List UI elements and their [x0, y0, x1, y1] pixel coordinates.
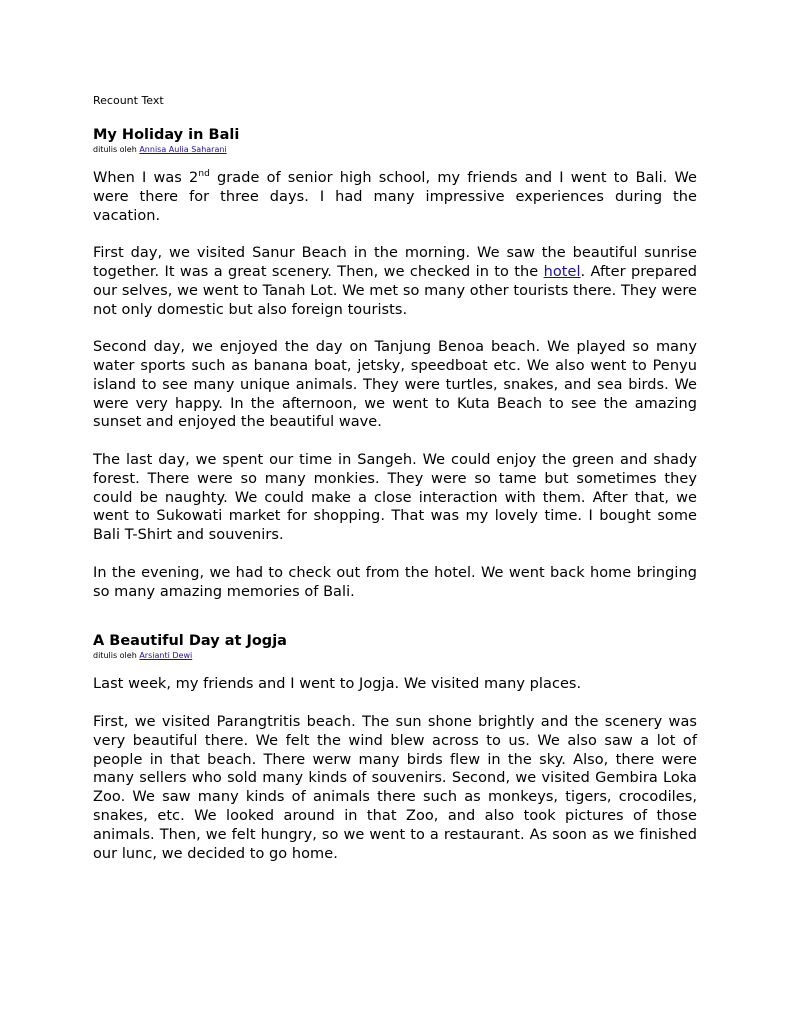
paragraph: Last week, my friends and I went to Jogja. We visited many places.	[93, 676, 582, 693]
byline-prefix: ditulis oleh	[93, 145, 137, 154]
byline-prefix: ditulis oleh	[93, 651, 137, 661]
author-link[interactable]: Annisa Aulia Saharani	[139, 145, 227, 154]
paragraph	[93, 169, 697, 225]
article-title: A Beautiful Day at Jogja	[93, 633, 287, 650]
document-label: Recount Text	[93, 94, 164, 107]
paragraph-text: First day, we visited Sanur Beach in the morning. We saw the beautiful sunrise together. It was a great scenery. Then, we checked in to the	[93, 245, 697, 280]
author-link[interactable]: Arsianti Dewi	[139, 651, 193, 661]
document-page	[93, 92, 697, 882]
paragraph: In the evening, we had to check out from the hotel. We went back home bringing so many amazing memories of Bali.	[93, 564, 697, 600]
paragraph: The last day, we spent our time in Sangeh. We could enjoy the green and shady forest. There were so many monkies. They were so tame but sometimes they could be naughty. We could make a close interaction with them. After that, we went to Sukowati market for shopping. That was my lovely time. I bought some Bali T-Shirt and souvenirs.	[93, 451, 697, 544]
paragraph: Second day, we enjoyed the day on Tanjung Benoa beach. We played so many water sports such as banana boat, jetsky, speedboat etc. We also went to Penyu island to see many unique animals. They were turtles, snakes, and sea birds. We were very happy. In the afternoon, we went to Kuta Beach to see the amazing sunset and enjoyed the beautiful wave.	[93, 339, 697, 431]
paragraph: First, we visited Parangtritis beach. The sun shone brightly and the scenery was very beautiful there. We felt the wind blew across to us. We also saw a lot of people in that beach. There werw many birds flew in the sky. Also, there were many sellers who sold many kinds of souvenirs. Second, we visited Gembira Loka Zoo. We saw many kinds of animals there such as monkeys, tigers, crocodiles, snakes, etc. We looked around in that Zoo, and also took pictures of those animals. Then, we felt hungry, so we went to a restaurant. As soon as we finished our lunc, we decided to go home.	[93, 713, 697, 862]
paragraph-text: . After prepared our selves, we went to Tanah Lot. We met so many other tourists there. They were not only domestic but also foreign tourists.	[93, 263, 697, 318]
hotel-link[interactable]: hotel	[543, 263, 581, 280]
article-title: My Holiday in Bali	[93, 127, 240, 143]
byline	[93, 650, 697, 661]
paragraph-text: grade of senior high school, my friends and I went to Bali. We were there for three days. I had many impressive experiences during the vacation.	[93, 170, 697, 224]
article-bali	[93, 127, 697, 601]
paragraph-text: When I was 2	[93, 170, 199, 186]
ordinal-suffix: nd	[198, 169, 210, 180]
paragraph	[93, 244, 697, 319]
byline	[93, 144, 697, 155]
article-jogja	[93, 633, 697, 863]
